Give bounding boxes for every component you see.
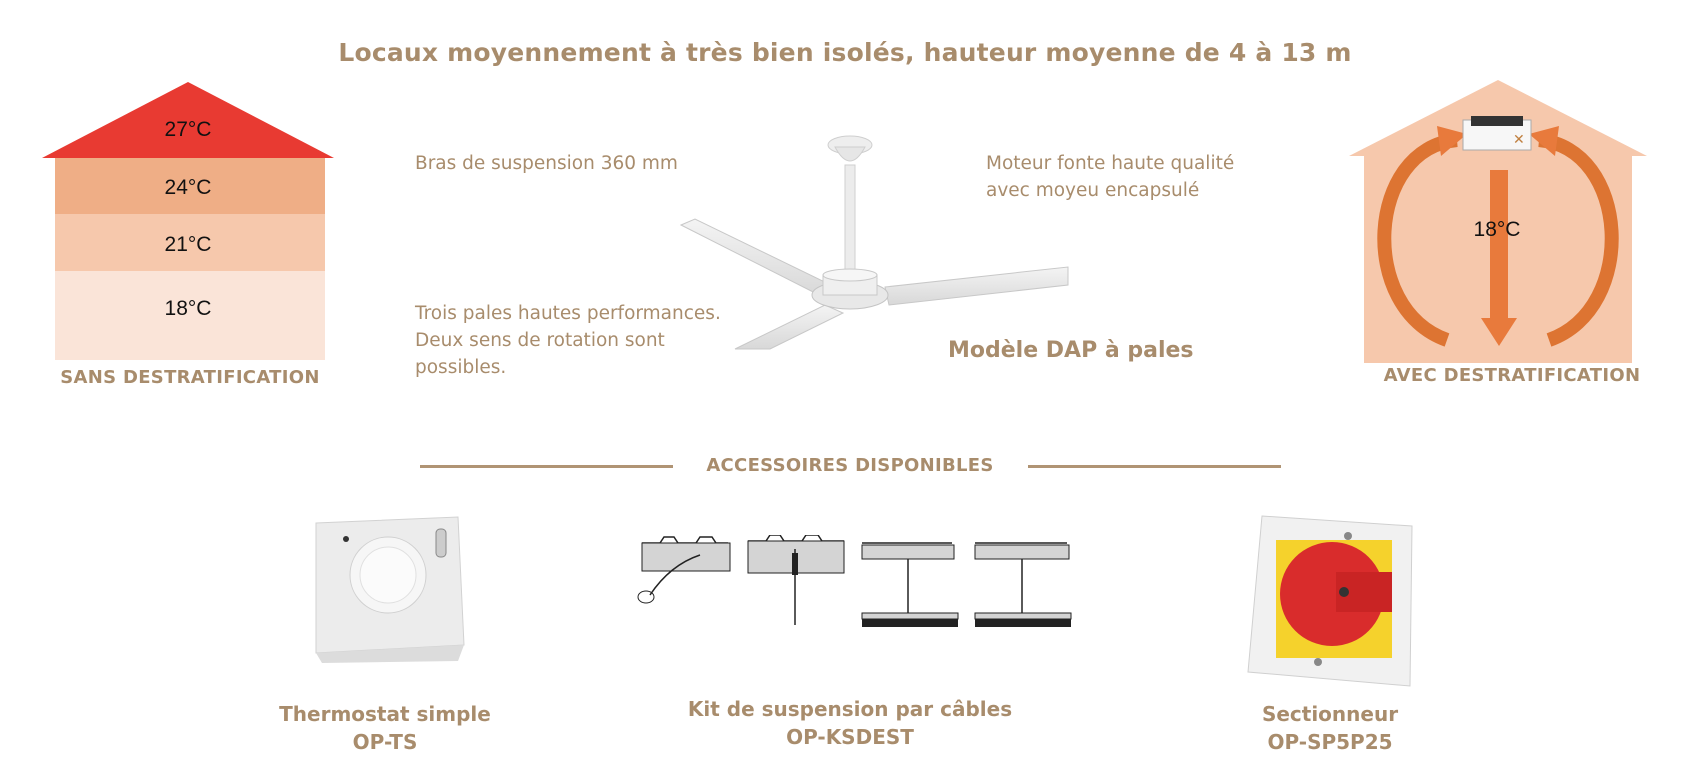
- feature-blades-line-3: possibles.: [415, 357, 507, 378]
- feature-blades-line-1: Trois pales hautes performances.: [415, 303, 721, 324]
- caption-avec-destratification: AVEC DESTRATIFICATION: [1383, 365, 1641, 386]
- accessory-thermostat-code: OP-TS: [352, 730, 418, 754]
- accessory-thermostat: [260, 700, 510, 756]
- feature-motor-line-2: avec moyeu encapsulé: [986, 180, 1200, 201]
- thermostat-image: [308, 515, 468, 665]
- accessory-suspension-kit-name: Kit de suspension par câbles: [687, 697, 1013, 721]
- accessories-heading: ACCESSOIRES DISPONIBLES: [706, 455, 994, 476]
- feature-motor-line-1: Moteur fonte haute qualité: [986, 153, 1235, 174]
- right-house-temp: 18°C: [1473, 218, 1521, 241]
- accessory-sectionneur: [1200, 700, 1460, 756]
- accessory-thermostat-name: Thermostat simple: [279, 702, 491, 726]
- svg-text:✕: ✕: [1513, 132, 1525, 148]
- page-title: Locaux moyennement à très bien isolés, hauteur moyenne de 4 à 13 m: [338, 38, 1352, 67]
- house-sans-destratification: [38, 80, 338, 365]
- feature-blades-line-2: Deux sens de rotation sont: [415, 330, 665, 351]
- zone-temp-floor: 18°C: [164, 297, 212, 320]
- divider-left: [420, 465, 673, 468]
- accessory-suspension-kit: [670, 695, 1030, 751]
- divider-right: [1028, 465, 1281, 468]
- sectionneur-image: [1240, 512, 1420, 692]
- caption-sans-destratification: SANS DESTRATIFICATION: [60, 367, 320, 388]
- zone-temp-upper: 24°C: [164, 176, 212, 199]
- zone-temp-top: 27°C: [164, 118, 212, 141]
- feature-arm-text: Bras de suspension 360 mm: [415, 153, 678, 174]
- accessory-suspension-kit-code: OP-KSDEST: [786, 725, 914, 749]
- ceiling-fan-image: [675, 135, 1075, 360]
- house-avec-destratification: [1347, 78, 1649, 368]
- zone-temp-lower: 21°C: [164, 233, 212, 256]
- fan-model-label: Modèle DAP à pales: [948, 338, 1194, 363]
- accessory-sectionneur-code: OP-SP5P25: [1267, 730, 1393, 754]
- accessory-sectionneur-name: Sectionneur: [1261, 702, 1399, 726]
- suspension-kit-image: [630, 535, 1080, 645]
